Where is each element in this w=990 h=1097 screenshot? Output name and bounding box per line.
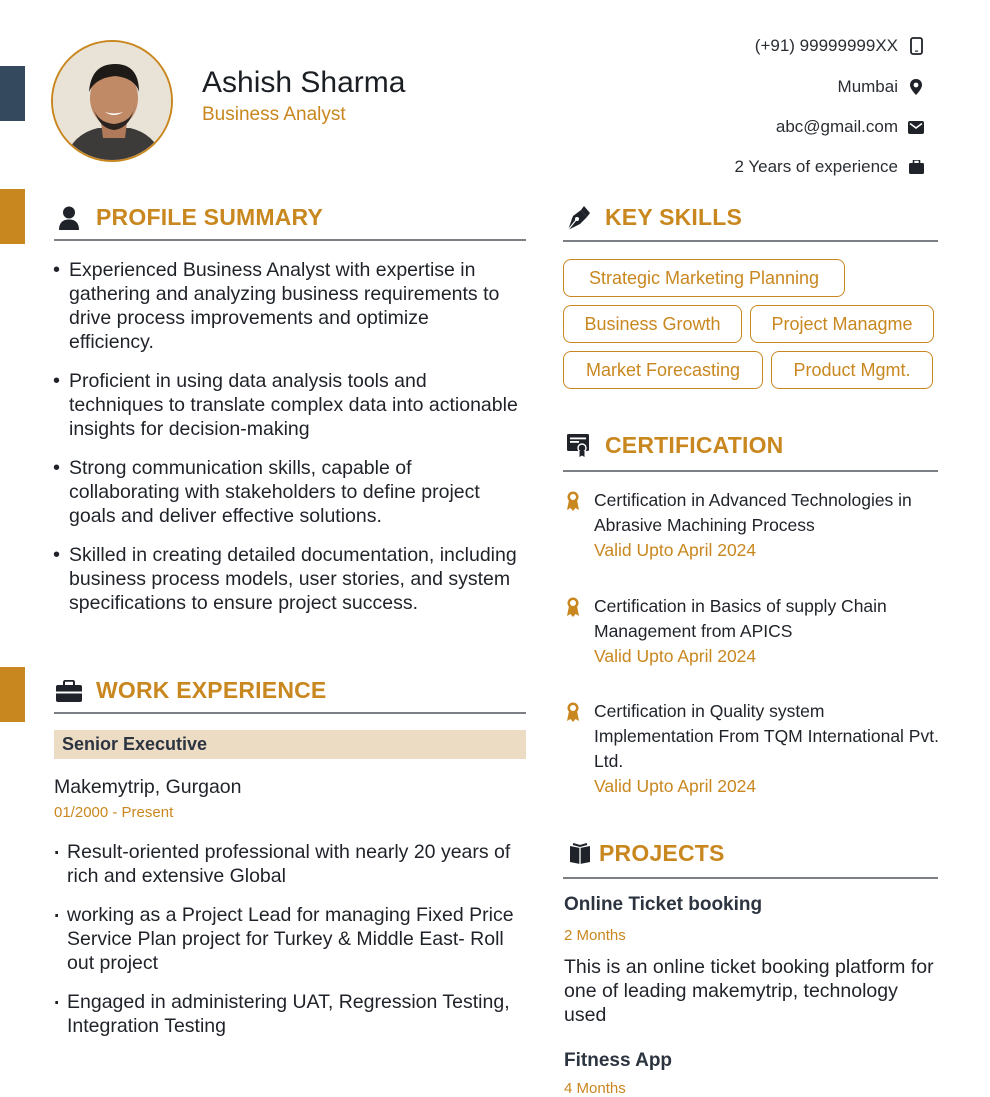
projects-title: PROJECTS <box>599 840 725 866</box>
skill-tag: Strategic Marketing Planning <box>563 259 845 297</box>
position-bar <box>54 730 526 759</box>
medal-icon <box>566 491 580 511</box>
medal-icon <box>566 597 580 617</box>
contact-email <box>776 117 924 137</box>
work-experience-title: WORK EXPERIENCE <box>96 677 327 703</box>
side-bar-dark <box>0 66 25 121</box>
section-divider <box>563 240 938 242</box>
contact-location <box>838 77 924 97</box>
list-item: • Experienced Business Analyst with expertise in gathering and analyzing business requirements to drive process improvements and optimize efficiency. <box>53 258 518 354</box>
certification-heading <box>565 432 784 459</box>
user-icon <box>56 205 82 231</box>
certification-name: Certification in Quality system Implementation From TQM International Pvt. Ltd. <box>594 701 939 771</box>
list-item: · Engaged in administering UAT, Regression Testing, Integration Testing <box>51 990 521 1038</box>
certification-validity: Valid Upto April 2024 <box>594 646 757 666</box>
list-item: • Proficient in using data analysis tools and techniques to translate complex data into actionable insights for decision-making <box>53 369 518 441</box>
profile-summary-list <box>53 258 518 615</box>
project-duration: 4 Months <box>564 1080 626 1097</box>
contact-phone-text: (+91) 99999999XX <box>754 36 898 55</box>
list-item: · working as a Project Lead for managing Fixed Price Service Plan project for Turkey & Middle East- Roll out project <box>51 903 521 975</box>
certification-validity: Valid Upto April 2024 <box>594 776 757 796</box>
skill-tag: Business Growth <box>563 305 742 343</box>
project-description: This is an online ticket booking platform for one of leading makemytrip, technology used <box>564 956 934 1026</box>
contact-location-text: Mumbai <box>837 77 898 96</box>
certification-name: Certification in Basics of supply Chain Management from APICS <box>594 596 887 641</box>
project-name: Online Ticket booking <box>564 894 763 915</box>
skill-tag: Product Mgmt. <box>771 351 933 389</box>
candidate-name: Ashish Sharma <box>202 66 406 99</box>
list-item: • Strong communication skills, capable of collaborating with stakeholders to define project goals and deliver effective solutions. <box>53 456 518 528</box>
envelope-icon <box>908 118 924 136</box>
company-name: Makemytrip, Gurgaon <box>54 776 242 798</box>
certificate-icon <box>565 433 591 459</box>
contact-experience <box>734 157 924 177</box>
certification-item <box>566 699 946 799</box>
certification-item <box>566 488 946 563</box>
employment-dates: 01/2000 - Present <box>54 804 174 821</box>
certification-name: Certification in Advanced Technologies in Abrasive Machining Process <box>594 490 912 535</box>
section-divider <box>563 470 938 472</box>
certification-title: CERTIFICATION <box>605 432 784 458</box>
certification-item <box>566 594 946 669</box>
projects-heading <box>567 840 725 867</box>
section-divider <box>563 877 938 879</box>
candidate-role: Business Analyst <box>202 104 346 125</box>
project-duration: 2 Months <box>564 927 626 944</box>
skill-tag: Project Managme <box>750 305 934 343</box>
skill-tag: Market Forecasting <box>563 351 763 389</box>
contact-email-text: abc@gmail.com <box>775 117 898 136</box>
profile-summary-title: PROFILE SUMMARY <box>96 204 324 230</box>
key-skills-heading <box>565 204 742 231</box>
position-title: Senior Executive <box>62 734 208 754</box>
book-icon <box>567 841 593 867</box>
profile-summary-heading <box>56 204 323 231</box>
medal-icon <box>566 702 580 722</box>
side-bar-accent <box>0 667 25 722</box>
contact-phone <box>755 36 924 56</box>
key-skills-title: KEY SKILLS <box>605 204 743 230</box>
work-experience-heading <box>56 677 326 704</box>
list-item: · Result-oriented professional with nearly 20 years of rich and extensive Global <box>51 840 521 888</box>
contact-experience-text: 2 Years of experience <box>734 157 898 176</box>
pen-nib-icon <box>565 205 591 231</box>
certification-validity: Valid Upto April 2024 <box>594 540 757 560</box>
section-divider <box>54 712 526 714</box>
phone-icon <box>908 37 924 55</box>
avatar <box>51 40 173 162</box>
list-item: • Skilled in creating detailed documentation, including business process models, user stories, and system specifications to ensure project success. <box>53 543 518 615</box>
section-divider <box>54 239 526 241</box>
work-experience-list <box>51 840 521 1038</box>
location-pin-icon <box>908 78 924 96</box>
briefcase-icon <box>908 158 924 176</box>
briefcase-icon <box>56 678 82 704</box>
side-bar-accent <box>0 189 25 244</box>
project-name: Fitness App <box>564 1050 673 1071</box>
